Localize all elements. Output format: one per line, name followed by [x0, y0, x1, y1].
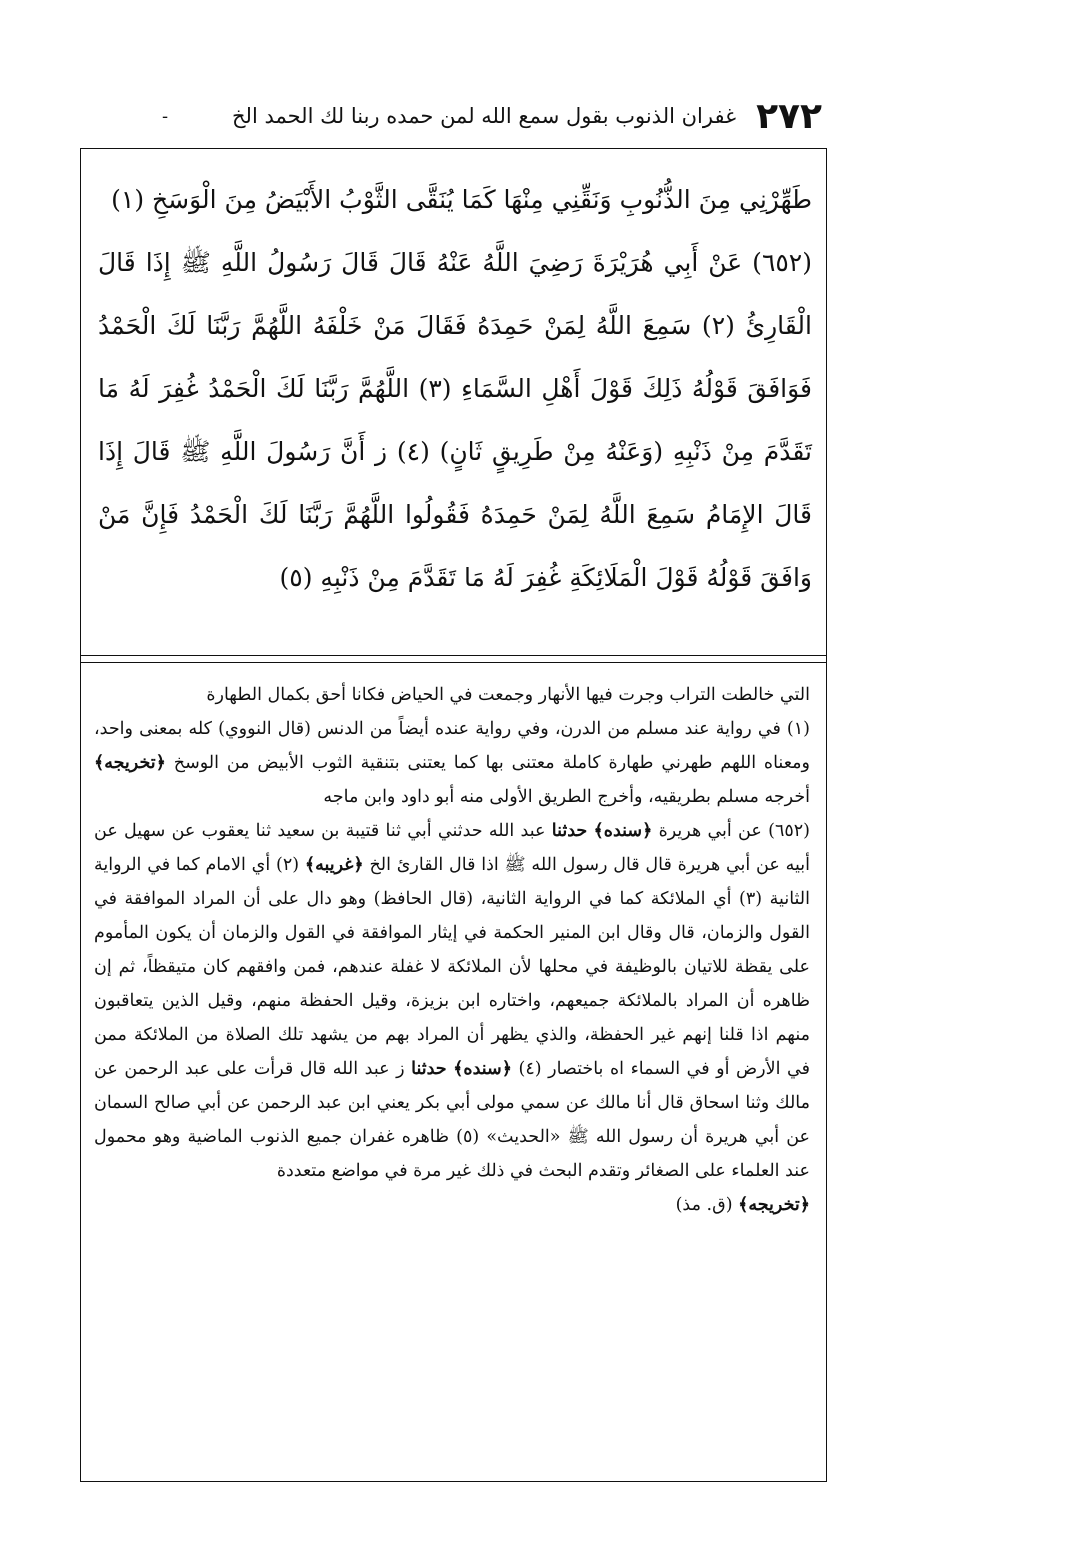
page-header — [162, 96, 822, 136]
footnote-4-number: (٤) — [518, 1059, 542, 1079]
hadith-text — [98, 168, 812, 609]
sanad-label: ﴿سنده﴾ — [593, 821, 653, 841]
hadith-paragraph-1: طَهِّرْنِي مِنَ الذُّنُوبِ وَنَقِّنِي مِنْهَا كَمَا يُنَقَّى الثَّوْبُ الأَبْيَضُ مِنَ الْوَسَخِ (١) — [111, 185, 812, 214]
sanad-label-2: ﴿سنده﴾ — [453, 1059, 512, 1079]
page-number: ٢٧٢ — [756, 95, 822, 137]
takhrij-text: أخرجه مسلم بطريقيه، وأخرج الطريق الأولى منه أبو داود وابن ماجه — [323, 787, 810, 807]
footnotes — [94, 678, 810, 1222]
footnote-4-text: ز عبد الله قال قرأت على عبد الرحمن عن مالك وثنا اسحاق قال أنا مالك عن سمي مولى أبي بكر يعني ابن عبد الرحمن عن أبي صالح السمان عن أبي هريرة أن رسول الله ﷺ «الحديث» — [94, 1059, 810, 1147]
gharib-label: ﴿غريبه﴾ — [304, 855, 364, 875]
takhrij-label: ﴿تخريجه﴾ — [94, 753, 166, 773]
footnote-divider-bottom — [80, 662, 827, 663]
hadith-paragraph-2: (٦٥٢) عَنْ أَبِي هُرَيْرَةَ رَضِيَ اللَّهُ عَنْهُ قَالَ قَالَ رَسُولُ اللَّهِ ﷺ إِذَا قَالَ الْقَارِئُ (٢) سَمِعَ اللَّهُ لِمَنْ حَمِدَهُ فَقَالَ مَنْ خَلْفَهُ اللَّهُمَّ رَبَّنَا لَكَ الْحَمْدُ فَوَافَقَ قَوْلُهُ ذَلِكَ قَوْلَ أَهْلِ السَّمَاءِ (٣) اللَّهُمَّ رَبَّنَا لَكَ الْحَمْدُ غُفِرَ لَهُ مَا تَقَدَّمَ مِنْ ذَنْبِهِ (وَعَنْهُ مِنْ طَرِيقٍ ثَانٍ) (٤) ز أَنَّ رَسُولَ اللَّهِ ﷺ قَالَ إِذَا قَالَ الإِمَامُ سَمِعَ اللَّهُ لِمَنْ حَمِدَهُ فَقُولُوا اللَّهُمَّ رَبَّنَا لَكَ الْحَمْدُ فَإِنَّ مَنْ وَافَقَ قَوْلُهُ قَوْلَ الْمَلَائِكَةِ غُفِرَ لَهُ مَا تَقَدَّمَ مِنْ ذَنْبِهِ (٥) — [98, 248, 812, 592]
footnote-1 — [94, 712, 810, 814]
footnote-2: (٢) أي الامام كما في الرواية الثانية — [94, 855, 810, 909]
footnote-652 — [94, 814, 810, 1188]
footnote-1-text: (١) في رواية عند مسلم من الدرن، وفي رواية عنده أيضاً من الدنس (قال النووي) كله بمعنى واحد، ومعناه اللهم طهرني طهارة كاملة معتنى بها كما يعتنى بتنقية الثوب الأبيض من الوسخ — [94, 719, 810, 773]
takhrij-label-2: ﴿تخريجه﴾ — [738, 1195, 810, 1215]
running-title: غفران الذنوب بقول سمع الله لمن حمده ربنا لك الحمد الخ — [231, 104, 737, 128]
footnote-5: (٥) ظاهره غفران جميع الذنوب الماضية وهو محمول عند العلماء على الصغائر وتقدم البحث في ذلك غير مرة في مواضع متعددة — [94, 1127, 810, 1181]
haddathana-word: حدثنا — [551, 821, 588, 841]
footnote-intro: التي خالطت التراب وجرت فيها الأنهار وجمعت في الحياض فكانا أحق بكمال الطهارة — [206, 685, 810, 705]
footnote-divider-top — [80, 655, 827, 656]
footnote-652-text: عبد الله حدثني أبي ثنا قتيبة بن سعيد ثنا يعقوب عن سهيل عن أبيه عن أبي هريرة قال قال رسول الله ﷺ اذا قال القارئ الخ — [94, 821, 810, 875]
takhrij-text-2: (ق. مذ) — [675, 1195, 733, 1215]
haddathana-word-2: حدثنا — [411, 1059, 447, 1079]
footnote-652-number: (٦٥٢) عن أبي هريرة — [658, 821, 810, 841]
header-dash: - — [162, 105, 169, 127]
footnote-3: (٣) أي الملائكة كما في الرواية الثانية، (قال الحافظ) وهو دال على أن المراد الموافقة في القول والزمان، قال وقال ابن المنير الحكمة في إيثار الموافقة في القول والزمان أن يكون المأموم على يقظة للاتيان بالوظيفة في محلها لأن الملائكة لا غفلة عندهم، فمن وافقهم كان متيقظاً، ثم إن ظاهره أن المراد بالملائكة جميعهم، واختاره ابن بزيزة، وقيل الحفظة منهم، وقيل الذين يتعاقبون منهم اذا قلنا إنهم غير الحفظة، والذي يظهر أن المراد بهم من يشهد تلك الصلاة من الملائكة ممن في الأرض أو في السماء اه باختصار — [94, 889, 810, 1079]
footnote-takhrij-2 — [94, 1188, 810, 1222]
